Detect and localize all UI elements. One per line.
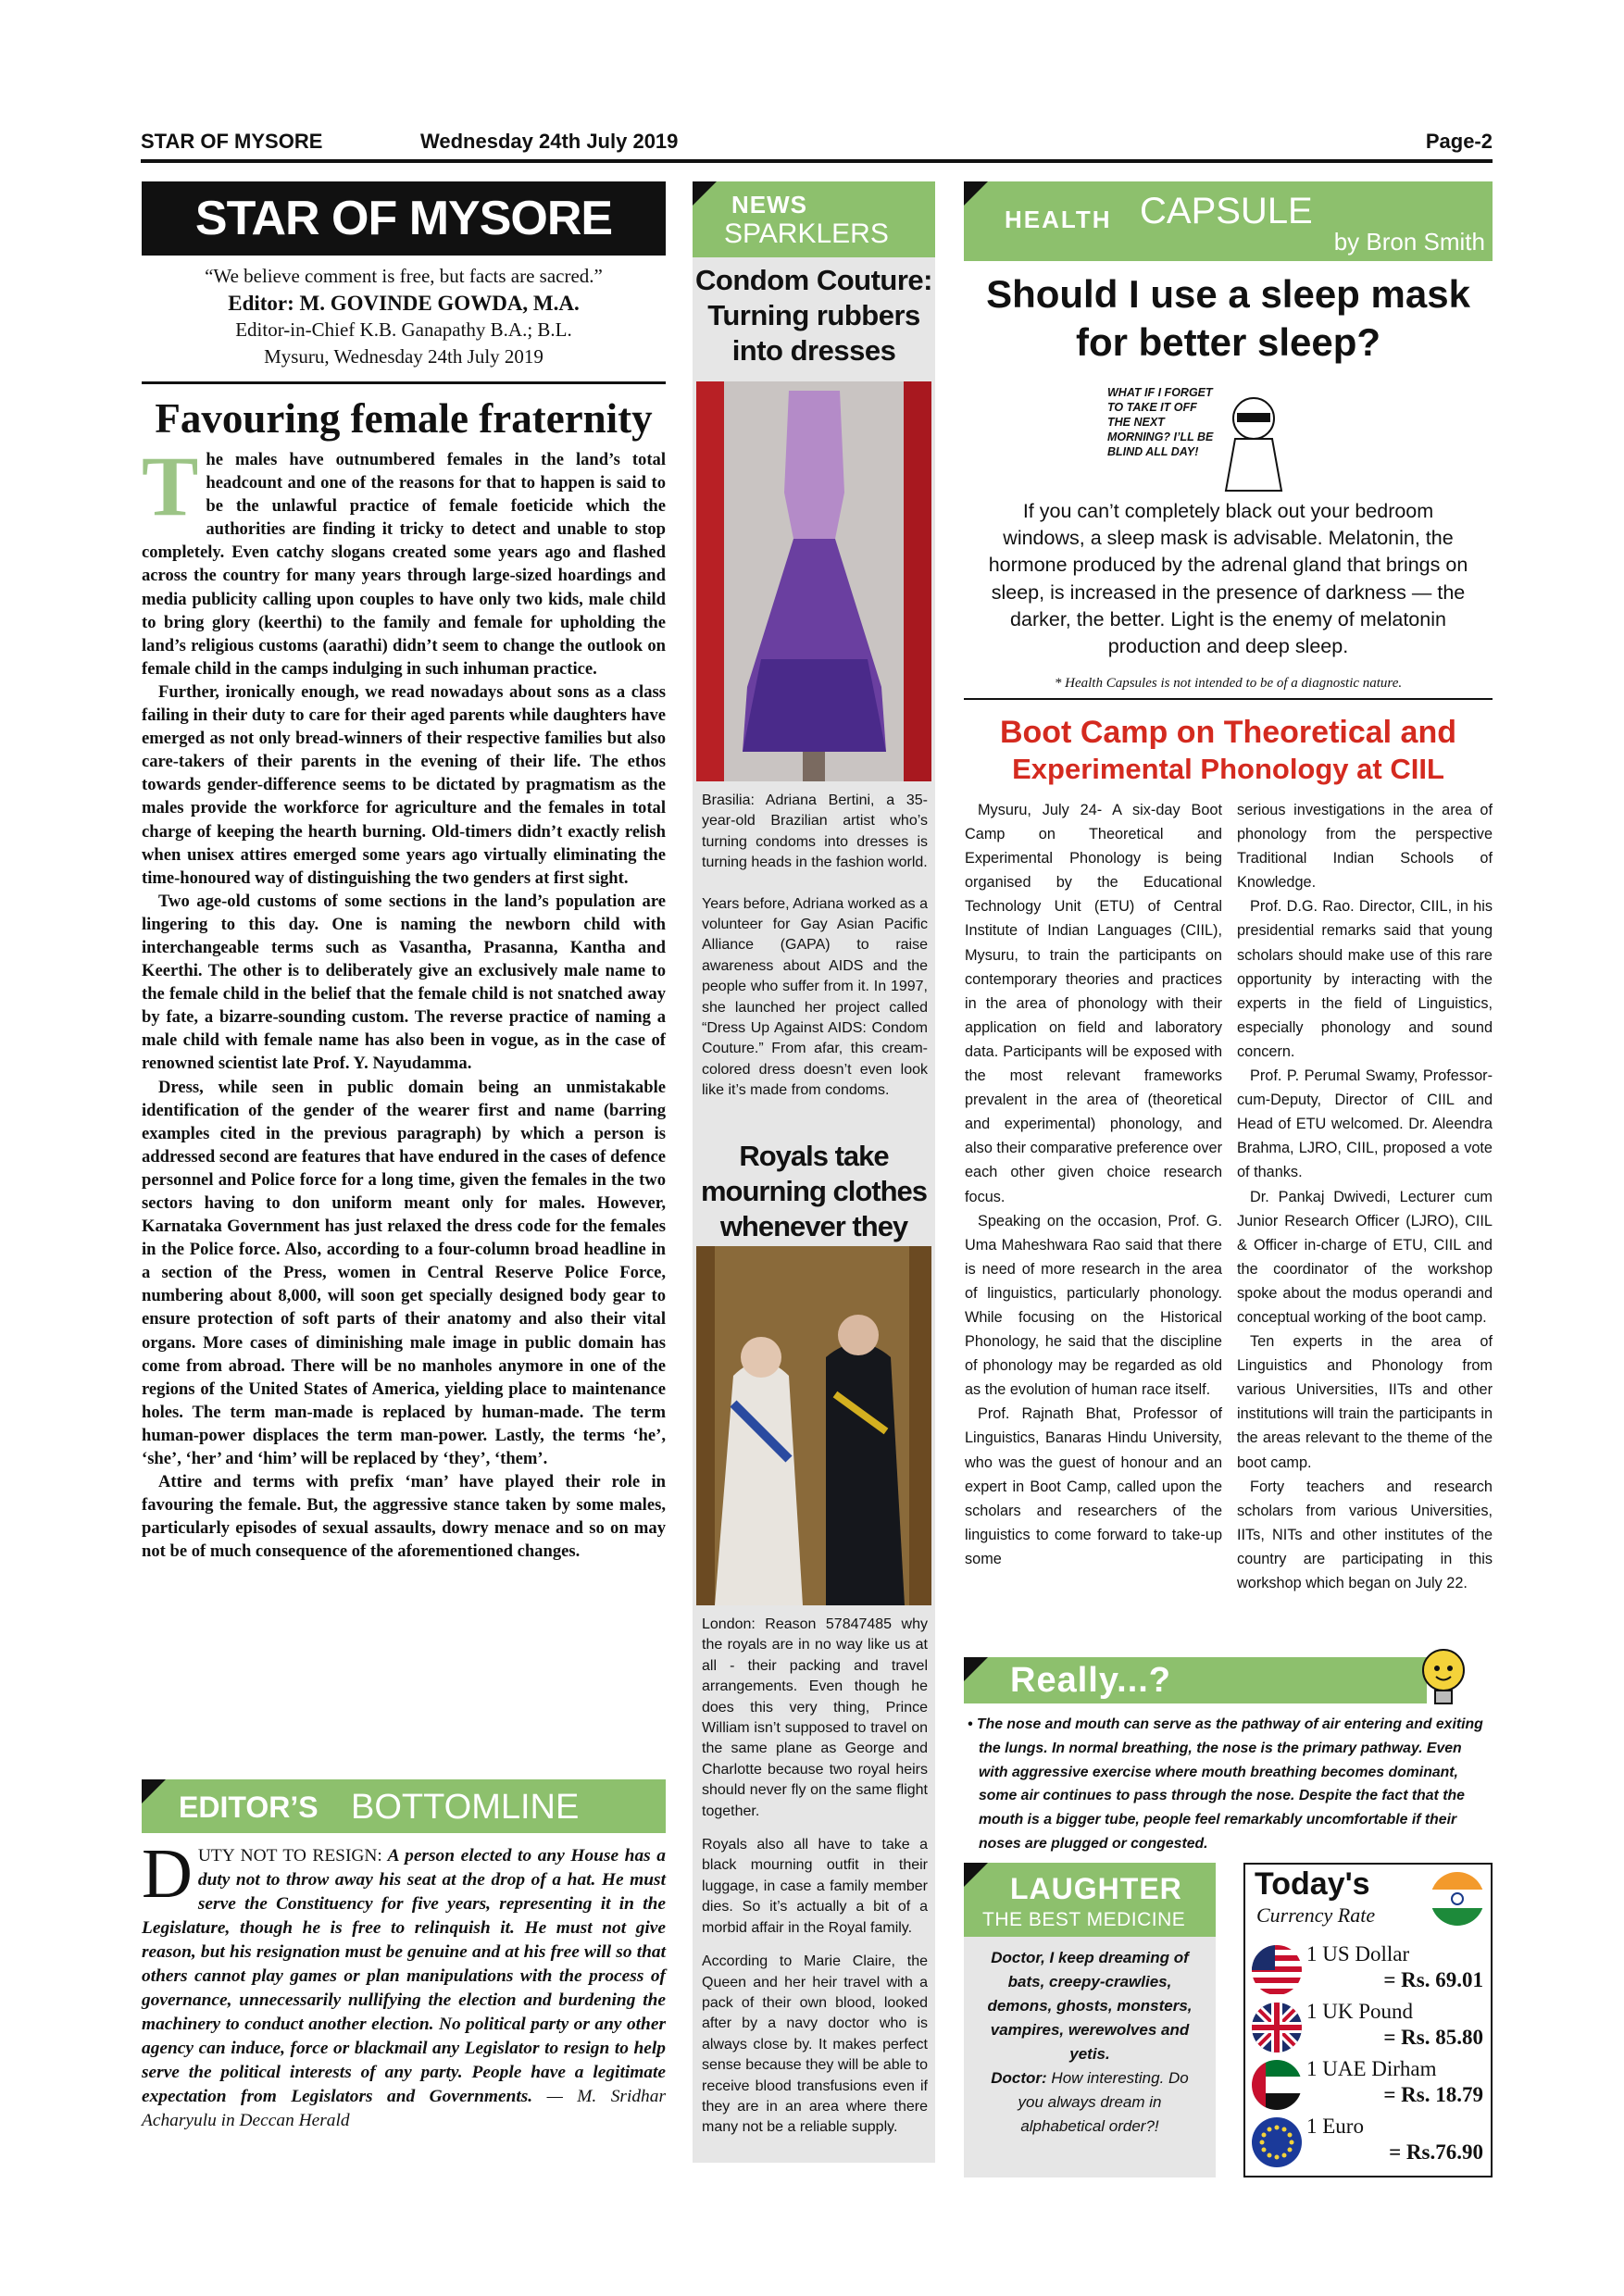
banner-corner — [964, 1863, 988, 1887]
masthead-quote: “We believe comment is free, but facts are sacred.” — [205, 265, 603, 287]
editorial-paragraph-2: Further, ironically enough, we read nowadays about sons as a class failing in their duty to care for their aged parents while daughters have emerged as not only bread-winners of their respective families but also care-takers of their parents in the evening of their life. The ethos towards gender-difference seems to be dictated by pragmatism as the males provide the workforce for agriculture and the females in total charge of keeping the hearth burning. Old-timers didn’t exactly relish when unisex attires emerged some years ago virtually eliminating the time-honoured way of distinguishing the two genders at first sight. — [142, 681, 666, 888]
currency-row-usd — [1251, 1940, 1487, 1998]
uae-flag-icon — [1251, 2059, 1303, 2111]
currency-name: 1 US Dollar — [1306, 1942, 1410, 1965]
banner-corner — [964, 181, 988, 206]
bootcamp-title-line1: Boot Camp on Theoretical and — [999, 715, 1457, 750]
bootcamp-paragraph-5: Prof. D.G. Rao. Director, CIIL, in his presidential remarks said that young scholars should make use of this rare opportunity by interacting with the experts in the field of Linguistics, especially phonology and sound concern. — [1237, 898, 1493, 1060]
editorial-paragraph-4: Dress, while seen in public domain being an unmistakable identification of the gender of the wearer first and name (barring examples cited in the previous paragraph) by which a person is addressed second are features that have endured in the cases of defence personnel and Police force for a long time, given the females in the two sectors having to don uniform meant only for males. However, Karnataka Government has just relaxed the dress code for the females in the Police force. Also, according to a four-column broad headline in a section of the Press, women in Central Reserve Police Force, numbering about 8,000, will soon get specially designed body gear to ensure protection of soft parts of their anatomy and also their vital organs. More cases of diminishing male image in public domain has come from abroad. There will be no manholes anymore in one of the regions of the United States of America, yielding place to maintenance holes. The term man-made is replaced by human-made. The term human-power displaces the term man-power. Lastly, the terms ‘he’, ‘she’, ‘her’ and ‘him’ will be replaced by ‘they’, ‘them’. — [142, 1077, 666, 1469]
bootcamp-paragraph-6: Prof. P. Perumal Swamy, Professor-cum-Deputy, Director of CIIL and Head of ETU welcomed. Dr. Aleendra Brahma, LJRO, CIIL, proposed a vote of thanks. — [1237, 1067, 1493, 1181]
health-capsule-banner — [964, 181, 1493, 261]
currency-name: 1 Euro — [1306, 2115, 1364, 2138]
news-sparklers-banner — [693, 181, 935, 257]
story2-title: Royals take mourning clothes whenever they — [700, 1140, 928, 1242]
editorial-dropcap: T — [142, 439, 199, 533]
really-label: Really...? — [1010, 1661, 1172, 1700]
royals-photo — [696, 1246, 931, 1605]
bottomline-text: A person elected to any House has a duty not to throw away his seat at the drop of a hat. He must serve the Constituency for five years, representing it in the Legislature, though he is free to relinquish it. He must not give reason, but his resignation must be genuine and at his free will so that others cannot play games or plan manipulations with the process of governance, unnecessarily nullifying the election and burdening the machinery to conduct another election. No political party or any other agency can induce, force or blackmail any Legislator to resign to help serve the political interests of any party. People have a legitimate expectation from Legislators and Governments. — [142, 1846, 666, 2106]
news-label-a: NEWS — [731, 191, 807, 218]
masthead-dateline: Mysuru, Wednesday 24th July 2019 — [264, 345, 543, 368]
laughter-banner — [964, 1863, 1216, 1937]
currency-value: = Rs. 69.01 — [1383, 1968, 1483, 1991]
health-text: If you can’t completely black out your bedroom windows, a sleep mask is advisable. Melatonin, the hormone produced by the adrenal gland that brings on sleep, is increased in the presence of darkness — the darker, the better. Light is the enemy of melatonin production and deep sleep. — [988, 500, 1468, 658]
us-flag-icon — [1251, 1944, 1303, 1996]
story2-paragraph-1: London: Reason 57847485 why the royals are in no way like us at all - their packing and travel arrangements. Even though he does this very thing, Prince William isn’t supposed to travel on the same plane as George and Charlotte because two royal heirs should never fly on the same flight together. — [702, 1616, 928, 1819]
sleep-cartoon — [1107, 385, 1289, 496]
bootcamp-title-line2: Experimental Phonology at CIIL — [1012, 753, 1444, 785]
bottomline-credit: — M. Sridhar Acharyulu in Deccan Herald — [142, 2087, 666, 2130]
bootcamp-paragraph-8: Ten experts in the area of Linguistics and Phonology from various Universities, IITs and other institutions will train the participants in the areas relevant to the theme of the boot camp. — [1237, 1333, 1493, 1471]
bootcamp-column-1 — [965, 798, 1222, 1571]
bootcamp-paragraph-7: Dr. Pankaj Dwivedi, Lecturer cum Junior Research Officer (LJRO), CIIL & Officer in-charge of ETU, CIIL and the coordinator of the workshop spoke about the modus operandi and conceptual working of the boot camp. — [1237, 1188, 1493, 1326]
story2-body — [702, 1615, 928, 2139]
laughter-doctor-label: Doctor: — [991, 2069, 1047, 2087]
currency-name: 1 UAE Dirham — [1306, 2057, 1437, 2080]
story2-paragraph-2: Royals also all have to take a black mourning outfit in their luggage, in case a family member dies. So it’s actually a bit of a morbid affair in the Royal family. — [702, 1837, 928, 1936]
currency-row-aed — [1251, 2055, 1487, 2113]
editorial-paragraph-5: Attire and terms with prefix ‘man’ have played their role in favouring the female. But, the aggressive stance taken by some males, particularly episodes of sexual assaults, dowry menace and so on may not be of much consequence of the aforementioned changes. — [142, 1472, 666, 1562]
cartoon-figure-icon — [1217, 391, 1287, 494]
health-disclaimer: * Health Capsules is not intended to be of a diagnostic nature. — [1054, 676, 1403, 691]
story1-title: Condom Couture: Turning rubbers into dresses — [695, 264, 932, 367]
currency-subtitle: Currency Rate — [1256, 1903, 1376, 1927]
india-flag-icon — [1429, 1870, 1486, 1928]
bootcamp-paragraph-1: Mysuru, July 24- A six-day Boot Camp on Theoretical and Experimental Phonology is being organised by the Educational Technology Unit (ETU) of Central Institute of Indian Languages (CIIL), Mysuru, to train the participants on contemporary theories and practices in the area of phonology with their application on field and laboratory data. Participants will be exposed with the most relevant frameworks prevalent in the area of (theoretical and experimental) phonology, and also their comparative preference over each other given choice research focus. — [965, 802, 1222, 1205]
banner-corner — [964, 1657, 988, 1681]
bottomline-lead: UTY NOT TO RESIGN: — [197, 1846, 382, 1866]
news-label-b: SPARKLERS — [724, 218, 889, 249]
header-page-number: Page-2 — [1425, 130, 1493, 153]
currency-rows — [1251, 1940, 1487, 2170]
bootcamp-paragraph-2: Speaking on the occasion, Prof. G. Uma Maheshwara Rao said that there is need of more research in the area of linguistics, particularly phonology. While focusing on the Historical Phonology, he said that the discipline of phonology may be regarded as old as the evolution of human race itself. — [965, 1212, 1222, 1399]
masthead-editor: Editor: M. GOVINDE GOWDA, M.A. — [228, 292, 580, 315]
currency-name: 1 UK Pound — [1306, 2000, 1414, 2023]
currency-value: = Rs.76.90 — [1389, 2140, 1483, 2164]
health-title: Should I use a sleep mask for better sleep? — [986, 272, 1470, 364]
bottomline-body — [142, 1835, 666, 2133]
currency-box — [1243, 1863, 1493, 2177]
condom-dress-photo — [696, 381, 931, 781]
health-label-b: CAPSULE — [1140, 191, 1313, 231]
masthead-title: STAR OF MYSORE — [142, 181, 666, 256]
eu-flag-icon — [1251, 2116, 1303, 2168]
laughter-label-b: THE BEST MEDICINE — [982, 1909, 1186, 1930]
header-rule — [141, 159, 1493, 163]
cartoon-caption: WHAT IF I FORGET TO TAKE IT OFF THE NEXT MORNING? I’LL BE BLIND ALL DAY! — [1107, 386, 1214, 458]
currency-row-eur — [1251, 2113, 1487, 2170]
masthead-chief: Editor-in-Chief K.B. Ganapathy B.A.; B.L. — [235, 318, 572, 341]
health-rule — [964, 698, 1493, 700]
masthead-info — [142, 263, 666, 370]
currency-value: = Rs. 85.80 — [1383, 2026, 1483, 2049]
story1-paragraph-2: Years before, Adriana worked as a volunteer for Gay Asian Pacific Alliance (GAPA) to raise awareness about AIDS and the people who suffer from it. In 1997, she launched her project called “Dress Up Against AIDS: Condom Couture.” From afar, this cream-colored dress doesn’t even look like it’s made from condoms. — [702, 895, 929, 1099]
story1-body — [702, 791, 928, 1102]
editorial-paragraph-1: he males have outnumbered females in the land’s total headcount and one of the reasons for that to happen is said to be the unlawful practice of female foeticide which the authorities are finding it tricky to detect and unable to stop completely. Even catchy slogans created some years ago and flashed across the country for many years through large-sized hoardings and media publicity calling upon couples to have only two kids, male child to bring glory (keerthi) to the family and female for upholding the land’s religious customs (aarathi) didn’t seem to change the outlook on female child in the camps indulging in such inhuman practice. — [142, 450, 666, 679]
story1-paragraph-1: Brasilia: Adriana Bertini, a 35-year-old Brazilian artist who’s turning condoms into dresses is turning heads in the fashion world. — [702, 792, 928, 871]
banner-corner — [693, 181, 717, 206]
header-date: Wednesday 24th July 2019 — [420, 130, 679, 153]
health-label-a: HEALTH — [1005, 206, 1112, 233]
bottomline-label-b: BOTTOMLINE — [351, 1788, 580, 1827]
masthead-rule — [142, 381, 666, 384]
laughter-line-1: Doctor, I keep dreaming of bats, creepy-crawlies, demons, ghosts, monsters, vampires, werewolves and yetis. — [987, 1949, 1193, 2063]
health-byline: by Bron Smith — [1333, 228, 1485, 256]
banner-corner — [142, 1779, 166, 1803]
bottomline-dropcap: D — [142, 1835, 193, 1913]
bootcamp-column-2 — [1237, 798, 1493, 1595]
royals-illustration — [696, 1246, 931, 1605]
really-banner — [964, 1657, 1427, 1703]
bottomline-banner — [142, 1779, 666, 1833]
currency-row-gbp — [1251, 1998, 1487, 2055]
really-body: The nose and mouth can serve as the pathway of air entering and exiting the lungs. In normal breathing, the nose is the primary pathway. Even with aggressive exercise where mouth breathing becomes dominant, some air continues to pass through the nose. Despite the fact that the mouth is a bigger tube, people feel remarkably uncomfortable if their noses are plugged or congested. — [976, 1716, 1483, 1852]
editorial-body — [142, 439, 666, 1564]
currency-value: = Rs. 18.79 — [1383, 2083, 1483, 2106]
laughter-label-a: LAUGHTER — [1010, 1872, 1182, 1905]
bootcamp-paragraph-4: serious investigations in the area of phonology from the perspective Traditional Indian Schools of Knowledge. — [1237, 802, 1493, 892]
laughter-line-2: How interesting. Do you always dream in alphabetical order?! — [1018, 2069, 1189, 2135]
header-paper-name: STAR OF MYSORE — [141, 130, 323, 153]
bootcamp-paragraph-9: Forty teachers and research scholars from various Universities, IITs, NITs and other institutes of the country are participating in this workshop which began on July 22. — [1237, 1478, 1493, 1591]
page-header — [141, 130, 1493, 163]
bottomline-label-a: EDITOR’S — [179, 1791, 319, 1824]
uk-flag-icon — [1251, 2002, 1303, 2053]
dress-illustration — [696, 381, 931, 781]
story2-paragraph-3: According to Marie Claire, the Queen and her heir travel with a pack of their own blood, looked after by a navy doctor who is always close by. It makes perfect sense because they will be able to receive blood transfusions even if they are in an area where there many not be a reliable supply. — [702, 1953, 928, 2136]
bootcamp-title — [964, 713, 1493, 787]
really-text: • The nose and mouth can serve as the pathway of air entering and exiting the lungs. In normal breathing, the nose is the primary pathway. Even with aggressive exercise where mouth breathing becomes dominant, some air continues to pass through the nose. Despite the fact that the mouth is a bigger tube, people feel remarkably uncomfortable if their noses are plugged or congested. — [968, 1716, 1483, 1852]
bootcamp-paragraph-3: Prof. Rajnath Bhat, Professor of Linguistics, Banaras Hindu University, who was the guest of honour and an expert in Boot Camp, called upon the scholars and researchers of the linguistics to come forward to take-up some — [965, 1405, 1222, 1567]
editorial-paragraph-3: Two age-old customs of some sections in the land’s population are lingering to this day. One is naming the newborn child with interchangeable terms such as Vasantha, Prasanna, Kantha and Keerthi. The other is to deliberately give an exclusively male name to the female child in the belief that the female child is not snatched away by fate, a bizarre-sounding custom. The reverse practice of naming a male child with female name has also been in vogue, as in the case of renowned scientist late Prof. Y. Nayudamma. — [142, 891, 666, 1074]
lightbulb-icon — [1411, 1642, 1476, 1711]
currency-title: Today's — [1255, 1866, 1370, 1902]
editorial-title: Favouring female fraternity — [155, 395, 653, 442]
laughter-joke — [978, 1946, 1202, 2139]
